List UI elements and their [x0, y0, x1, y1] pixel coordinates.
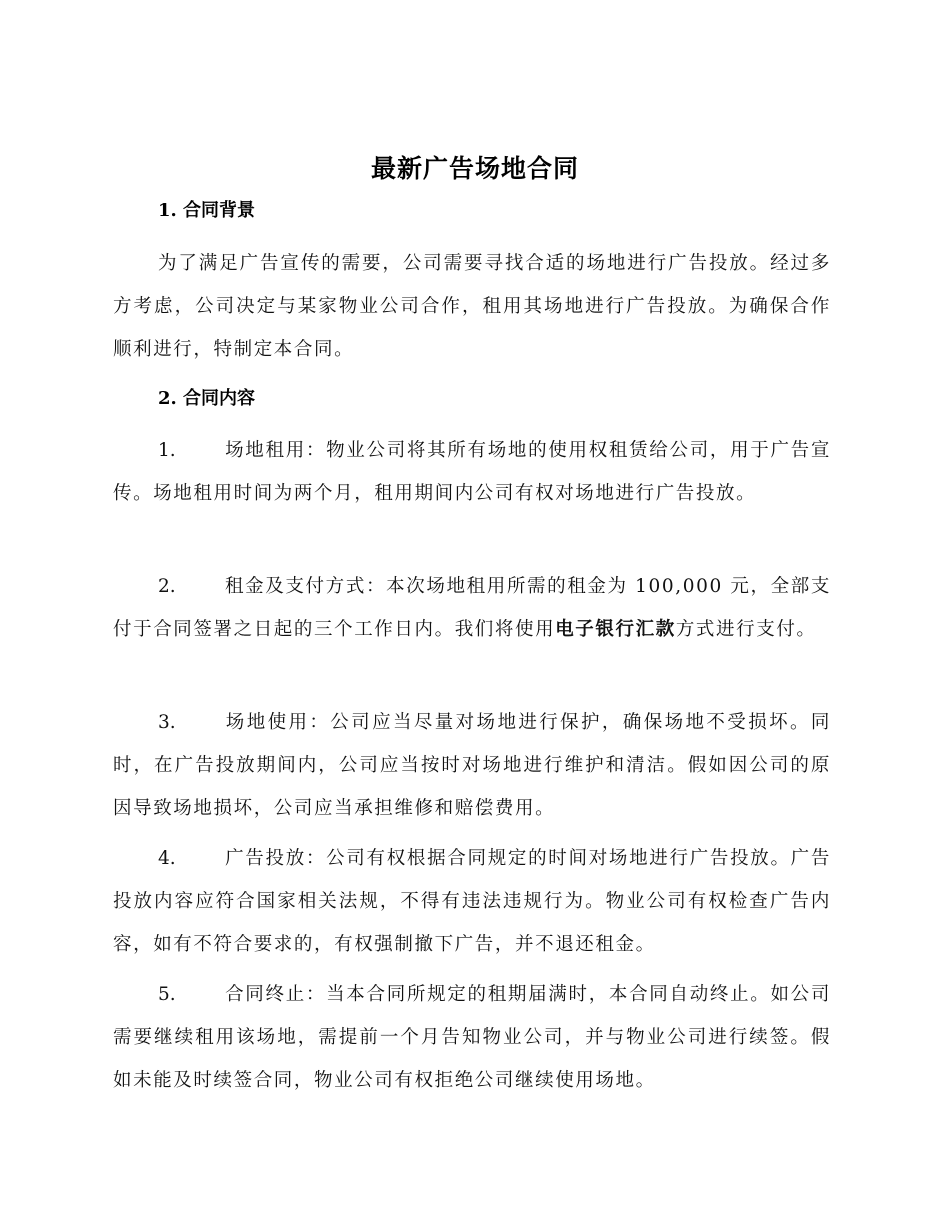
list-item-text: 广告投放：公司有权根据合同规定的时间对场地进行广告投放。广告投放内容应符合国家相关法规，不得有违法违规行为。物业公司有权检查广告内容，如有不符合要求的，有权强制撤下广告，并不退还租金。: [113, 848, 831, 955]
list-item-text: 合同终止：当本合同所规定的租期届满时，本合同自动终止。如公司需要继续租用该场地，需提前一个月告知物业公司，并与物业公司进行续签。假如未能及时续签合同，物业公司有权拒绝公司继续使用场地。: [113, 984, 831, 1091]
section-heading-content: 2. 合同内容: [158, 388, 256, 409]
document-title: 最新广告场地合同: [370, 154, 579, 183]
payment-method-emphasis: 电子银行汇款: [555, 619, 676, 640]
list-item: [113, 701, 831, 830]
list-item-number: 4.: [158, 848, 176, 869]
list-item: [113, 565, 831, 651]
section-heading-background: 1. 合同背景: [158, 200, 256, 221]
background-paragraph: 为了满足广告宣传的需要，公司需要寻找合适的场地进行广告投放。经过多方考虑，公司决定与某家物业公司合作，租用其场地进行广告投放。为确保合作顺利进行，特制定本合同。: [113, 253, 831, 360]
list-item-number: 3.: [158, 712, 176, 733]
list-item: [113, 973, 831, 1102]
list-item-number: 5.: [158, 984, 176, 1005]
list-item: [113, 429, 831, 515]
list-item-text: 场地使用：公司应当尽量对场地进行保护，确保场地不受损坏。同时，在广告投放期间内，公司应当按时对场地进行维护和清洁。假如因公司的原因导致场地损坏，公司应当承担维修和赔偿费用。: [113, 712, 831, 819]
list-item: [113, 837, 831, 966]
list-item-number: 1.: [158, 440, 176, 461]
list-item-number: 2.: [158, 576, 176, 597]
list-item-text: 租金及支付方式：本次场地租用所需的租金为 100,000 元，全部支付于合同签署之日起的三个工作日内。我们将使用: [113, 576, 831, 640]
list-item-text: 场地租用：物业公司将其所有场地的使用权租赁给公司，用于广告宣传。场地租用时间为两个月，租用期间内公司有权对场地进行广告投放。: [113, 440, 831, 504]
list-item-text-end: 方式进行支付。: [675, 619, 817, 640]
